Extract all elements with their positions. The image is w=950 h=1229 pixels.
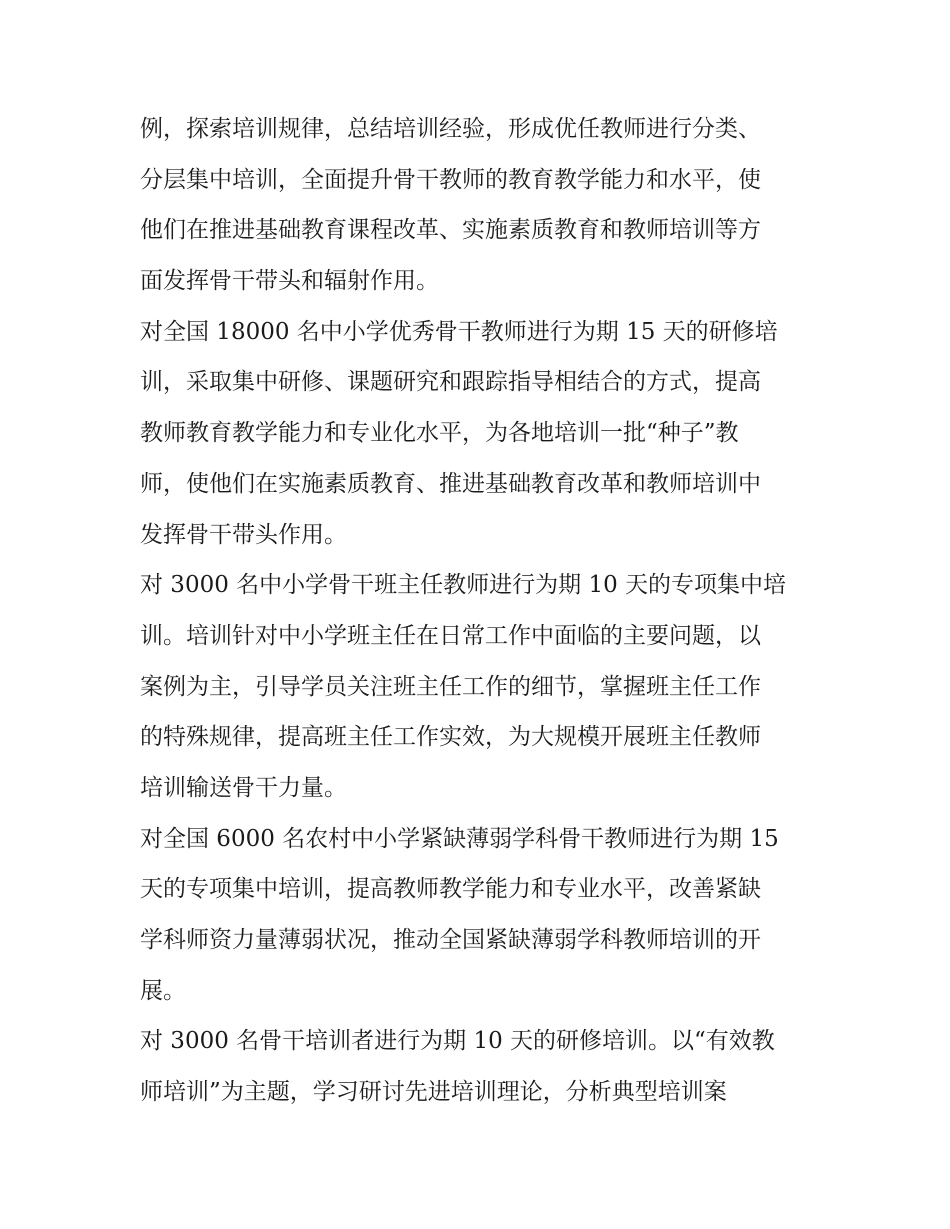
paragraph-3	[140, 560, 815, 813]
text-line: 师，使他们在实施素质教育、推进基础教育改革和教师培训中	[140, 470, 761, 497]
paragraph-2	[140, 307, 815, 560]
paragraph-5	[140, 1016, 815, 1117]
text-line: 对全国 18000 名中小学优秀骨干教师进行为期 15 天的研修培	[140, 318, 778, 345]
text-line: 培训输送骨干力量。	[140, 774, 347, 801]
text-line: 例，探索培训规律，总结培训经验，形成优任教师进行分类、	[140, 116, 761, 142]
text-line: 分层集中培训，全面提升骨干教师的教育教学能力和水平，使	[140, 166, 761, 193]
document-body	[140, 104, 815, 1118]
text-line: 天的专项集中培训，提高教师教学能力和专业水平，改善紧缺	[140, 876, 761, 903]
text-line: 对 3000 名中小学骨干班主任教师进行为期 10 天的专项集中培	[140, 572, 787, 599]
paragraph-4	[140, 814, 815, 1017]
text-line: 教师教育教学能力和专业化水平，为各地培训一批“种子”教	[140, 420, 739, 447]
text-line: 学科师资力量薄弱状况，推动全国紧缺薄弱学科教师培训的开	[140, 927, 761, 953]
text-line: 师培训”为主题，学习研讨先进培训理论，分析典型培训案	[140, 1079, 727, 1106]
text-line: 训。培训针对中小学班主任在日常工作中面临的主要问题，以	[140, 622, 761, 649]
text-line: 发挥骨干带头作用。	[140, 521, 347, 548]
paragraph-1	[140, 104, 815, 307]
text-line: 案例为主，引导学员关注班主任工作的细节，掌握班主任工作	[140, 673, 761, 700]
text-line: 的特殊规律，提高班主任工作实效，为大规模开展班主任教师	[140, 724, 761, 751]
text-line: 他们在推进基础教育课程改革、实施素质教育和教师培训等方	[140, 217, 761, 244]
text-line: 面发挥骨干带头和辐射作用。	[140, 268, 439, 295]
text-line: 对 3000 名骨干培训者进行为期 10 天的研修培训。以“有效教	[140, 1028, 775, 1055]
text-line: 对全国 6000 名农村中小学紧缺薄弱学科骨干教师进行为期 15	[140, 825, 779, 852]
text-line: 展。	[140, 977, 186, 1004]
text-line: 训，采取集中研修、课题研究和跟踪指导相结合的方式，提高	[140, 369, 761, 396]
